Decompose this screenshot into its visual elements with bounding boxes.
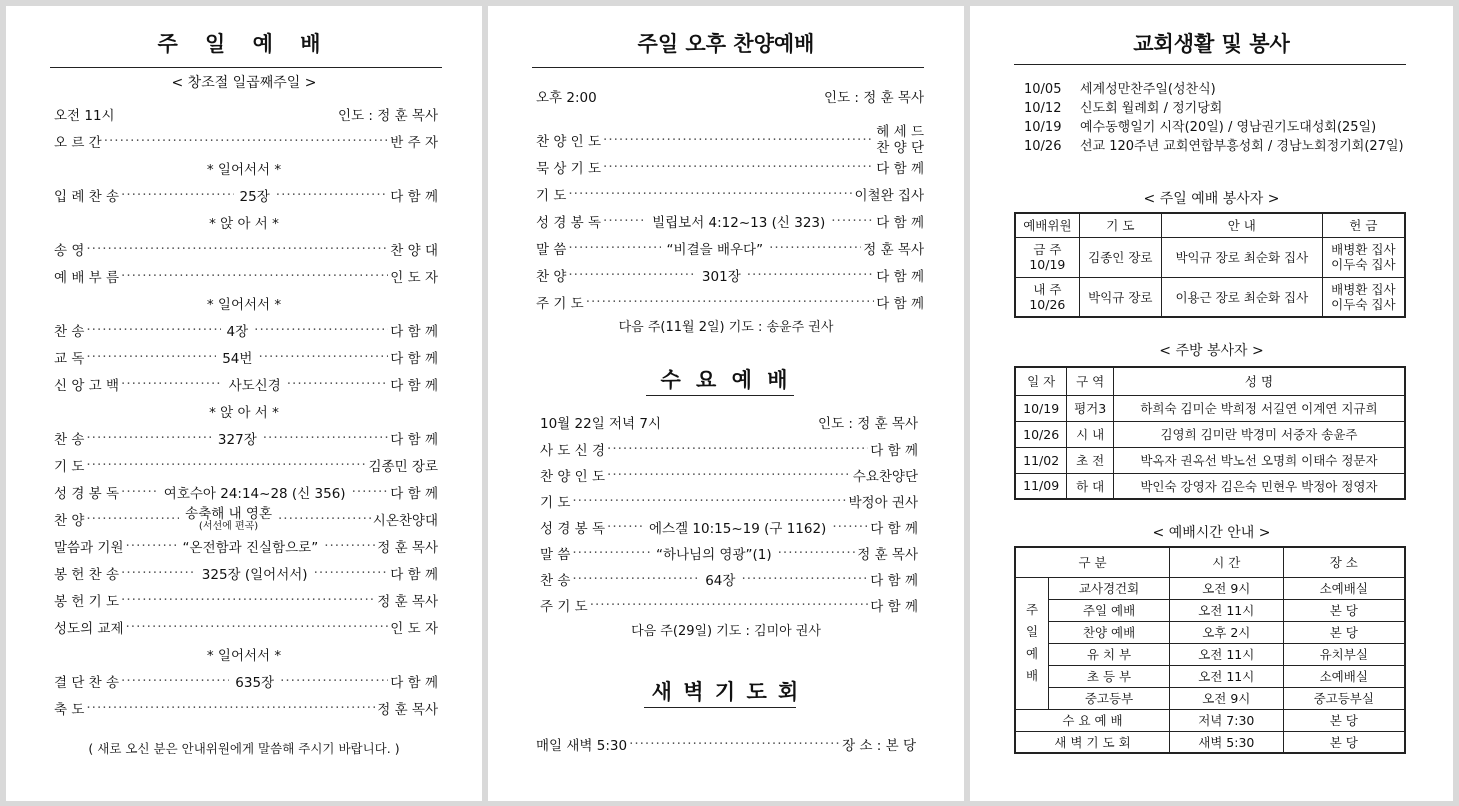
order-item-label: 성도의 교제 — [54, 621, 124, 637]
leader-dots — [86, 322, 220, 338]
order-item — [54, 563, 438, 583]
order-item — [54, 617, 438, 637]
kitchen-header-cell: 일 자 — [1015, 367, 1067, 395]
order-item-detail — [181, 507, 276, 532]
order-item-label: 송 영 — [54, 243, 85, 259]
leader-dots — [586, 294, 875, 310]
visitor-notice: ( 새로 오신 분은 안내위원에게 말씀해 주시기 바랍니다. ) — [88, 741, 400, 756]
kitchen-cell: 하희숙 김미순 박희정 서길연 이계연 지규희 — [1113, 395, 1405, 421]
order-item-person: 인 도 자 — [390, 270, 438, 286]
leader-dots — [254, 322, 388, 338]
order-item-label: 말 씀 — [540, 547, 571, 563]
kitchen-row — [1015, 421, 1405, 447]
event-text: 예수동행일기 시작(20일) / 영남권기도대성회(25일) — [1080, 120, 1377, 135]
times-cell: 본 당 — [1283, 621, 1405, 643]
order-item — [536, 238, 924, 258]
times-cell: 새 벽 기 도 회 — [1015, 731, 1170, 753]
order-item-person — [876, 124, 924, 156]
dawn-place: 장 소 : 본 당 — [842, 738, 916, 754]
servers-header-cell: 안 내 — [1161, 213, 1322, 237]
servers-week-date: 10/19 — [1029, 257, 1066, 272]
leader-dots — [104, 133, 389, 149]
order-item-person: 다 함 께 — [390, 189, 438, 205]
servers-prayer: 박익규 장로 — [1079, 277, 1161, 317]
order-item-detail-main: 송축해 내 영혼 — [185, 505, 272, 522]
leader-dots — [572, 545, 650, 561]
order-item — [540, 595, 918, 615]
order-item-label: 찬 양 — [536, 269, 567, 285]
leader-dots — [568, 186, 852, 202]
order-item — [54, 671, 438, 691]
leader-dots — [86, 430, 212, 446]
leader-dots — [276, 187, 389, 203]
order-item-detail: “온전함과 진실함으로” — [182, 540, 319, 556]
sunday-servers-table — [1014, 212, 1406, 318]
order-item-detail-sub: (서선에 편곡) — [198, 520, 259, 532]
leader-dots — [590, 597, 869, 613]
event-list — [1024, 78, 1404, 154]
order-item — [536, 184, 924, 204]
kitchen-cell: 11/09 — [1015, 473, 1067, 499]
order-item-detail: 301장 — [701, 269, 741, 285]
leader-dots — [86, 457, 366, 473]
order-item — [54, 131, 438, 151]
kitchen-cell: 박옥자 권옥선 박노선 오명희 이태수 정문자 — [1113, 447, 1405, 473]
leader-dots — [287, 376, 389, 392]
order-item — [540, 439, 918, 459]
order-item — [536, 211, 924, 231]
kitchen-servers-table — [1014, 366, 1406, 500]
times-cell: 주일 예배 — [1049, 599, 1170, 621]
leader-dots — [278, 511, 371, 527]
kitchen-cell: 김영희 김미란 박경미 서중자 송윤주 — [1113, 421, 1405, 447]
kitchen-cell: 하 대 — [1067, 473, 1114, 499]
leader-dots — [121, 376, 223, 392]
servers-row — [1015, 237, 1405, 277]
order-item-label: 찬 송 — [54, 432, 85, 448]
order-item-label: 찬 송 — [54, 324, 85, 340]
order-item — [54, 428, 438, 448]
order-item — [536, 292, 924, 312]
leader-dots — [603, 132, 874, 148]
order-item — [540, 491, 918, 511]
order-item-person: 정 훈 목사 — [863, 242, 924, 258]
kitchen-cell: 10/19 — [1015, 395, 1067, 421]
title-divider — [50, 67, 442, 68]
leader-dots — [832, 519, 868, 535]
order-item-person: 찬 양 대 — [390, 243, 438, 259]
order-item — [54, 266, 438, 286]
order-item-label: 묵 상 기 도 — [536, 161, 602, 177]
order-item-label: 기 도 — [536, 188, 567, 204]
wednesday-worship-title: 수 요 예 배 — [660, 368, 792, 392]
kitchen-cell: 10/26 — [1015, 421, 1067, 447]
servers-row — [1015, 277, 1405, 317]
afternoon-time-leader — [536, 86, 924, 106]
times-extra-row — [1015, 709, 1405, 731]
order-item-person: 정 훈 목사 — [857, 547, 918, 563]
kitchen-title: < 주방 봉사자 > — [1159, 343, 1264, 359]
order-item-person: 인 도 자 — [390, 621, 438, 637]
order-item — [540, 465, 918, 485]
kitchen-row — [1015, 395, 1405, 421]
left-page — [6, 6, 482, 801]
servers-offering-1: 배병환 집사 — [1331, 242, 1396, 257]
order-item-label: 오 르 간 — [54, 135, 102, 151]
kitchen-row — [1015, 447, 1405, 473]
times-row — [1015, 599, 1405, 621]
order-item-person: 이철완 집사 — [854, 188, 924, 204]
order-item-label: 찬 양 인 도 — [540, 469, 606, 485]
leader-dots — [86, 241, 388, 257]
afternoon-leader: 인도 : 정 훈 목사 — [824, 90, 924, 106]
middle-page — [488, 6, 964, 801]
order-item — [540, 517, 918, 537]
order-item-detail: 54번 — [222, 351, 253, 367]
order-item — [54, 374, 438, 394]
order-item-detail: 325장 (일어서서) — [201, 567, 308, 583]
order-item-person-line1: 헤 세 드 — [876, 124, 924, 140]
event-item — [1024, 78, 1404, 97]
times-cell: 오전 9시 — [1170, 577, 1284, 599]
servers-offering-1: 배병환 집사 — [1331, 281, 1396, 297]
times-row — [1015, 687, 1405, 709]
servers-title: < 주일 예배 봉사자 > — [1143, 191, 1280, 207]
order-item-label: 성 경 봉 독 — [54, 486, 120, 502]
time-leader-line — [54, 104, 438, 124]
afternoon-next-prayer: 다음 주(11월 2일) 기도 : 송윤주 권사 — [618, 320, 834, 335]
times-cell: 오후 2시 — [1170, 621, 1284, 643]
worship-leader: 인도 : 정 훈 목사 — [338, 108, 438, 124]
times-cell: 유 치 부 — [1049, 643, 1170, 665]
afternoon-worship-title: 주일 오후 찬양예배 — [637, 32, 815, 56]
order-item-detail: 327장 — [217, 432, 257, 448]
leader-dots — [603, 213, 646, 229]
kitchen-header-cell: 구 역 — [1067, 367, 1114, 395]
dawn-time: 매일 새벽 5:30 — [536, 738, 628, 754]
servers-offering-2: 이두숙 집사 — [1331, 257, 1396, 272]
leader-dots — [121, 268, 388, 284]
order-item — [536, 124, 924, 156]
times-header-row — [1015, 547, 1405, 577]
order-item-detail: 여호수아 24:14~28 (신 356) — [163, 486, 346, 502]
order-item-label: 찬 양 인 도 — [536, 134, 602, 150]
order-item — [54, 185, 438, 205]
times-cell: 유치부실 — [1283, 643, 1405, 665]
order-item — [536, 265, 924, 285]
season-subtitle: < 창조절 일곱째주일 > — [171, 75, 317, 91]
order-item-person: 다 함 께 — [390, 324, 439, 340]
kitchen-cell: 평거3 — [1067, 395, 1114, 421]
order-item-person: 다 함 께 — [870, 573, 919, 589]
leader-dots — [121, 592, 375, 608]
event-date: 10/05 — [1024, 82, 1062, 97]
order-item-label: 기 도 — [54, 459, 85, 475]
order-item-label: 말 씀 — [536, 242, 567, 258]
order-item — [54, 320, 438, 340]
order-item-label: 찬 송 — [540, 573, 571, 589]
order-item-detail: 635장 — [235, 675, 275, 691]
kitchen-cell: 초 전 — [1067, 447, 1114, 473]
times-extra-row — [1015, 731, 1405, 753]
order-item-detail: 에스겔 10:15~19 (구 1162) — [649, 521, 827, 537]
event-text: 선교 120주년 교회연합부흥성회 / 경남노회정기회(27일) — [1080, 139, 1404, 154]
servers-header-cell: 기 도 — [1079, 213, 1161, 237]
order-item-label: 찬 양 — [54, 513, 85, 529]
order-item-person: 다 함 께 — [876, 215, 925, 231]
leader-dots — [86, 511, 179, 527]
dawn-divider — [644, 707, 796, 708]
times-cell: 저녁 7:30 — [1170, 709, 1284, 731]
order-item-person: 수요찬양단 — [852, 469, 918, 485]
leader-dots — [607, 467, 851, 483]
event-item — [1024, 135, 1404, 154]
order-item-detail: 사도신경 — [228, 378, 281, 394]
church-life-divider — [1014, 64, 1406, 65]
times-row — [1015, 577, 1405, 599]
order-item-person: 정 훈 목사 — [377, 702, 438, 718]
order-item-person: 반 주 자 — [390, 135, 438, 151]
order-item-label: 신 앙 고 백 — [54, 378, 120, 394]
leader-dots — [314, 565, 389, 581]
order-item-person: 다 함 께 — [870, 521, 918, 537]
times-cell: 중고등부실 — [1283, 687, 1405, 709]
order-item-detail: “비결을 배우다” — [666, 242, 764, 258]
order-item-label: 교 독 — [54, 351, 85, 367]
leader-dots — [572, 571, 699, 587]
times-cell: 본 당 — [1283, 709, 1405, 731]
leader-dots — [324, 538, 375, 554]
leader-dots — [263, 430, 389, 446]
leader-dots — [121, 484, 158, 500]
posture-note: * 일어서서 * — [206, 297, 282, 313]
times-cell: 오전 9시 — [1170, 687, 1284, 709]
leader-dots — [572, 493, 846, 509]
servers-offering-2: 이두숙 집사 — [1331, 296, 1396, 312]
leader-dots — [778, 545, 856, 561]
order-item-person: 다 함 께 — [876, 161, 924, 177]
order-item-label: 성 경 봉 독 — [536, 215, 602, 231]
wednesday-divider — [646, 395, 794, 396]
order-item — [54, 482, 438, 502]
order-item-detail: 64장 — [705, 573, 736, 589]
order-item-person: 정 훈 목사 — [377, 594, 438, 610]
order-item-person: 정 훈 목사 — [377, 540, 438, 556]
servers-guide: 박익규 장로 최순화 집사 — [1161, 237, 1322, 277]
leader-dots — [121, 673, 229, 689]
posture-note: * 앉 아 서 * — [209, 405, 279, 421]
times-group-label — [1015, 577, 1049, 709]
leader-dots — [747, 267, 875, 283]
sunday-worship-title: 주 일 예 배 — [157, 32, 331, 56]
servers-guide: 이용근 장로 최순화 집사 — [1161, 277, 1322, 317]
leader-dots — [607, 519, 643, 535]
servers-week-date: 10/26 — [1029, 296, 1066, 312]
times-header-cell: 시 간 — [1170, 547, 1284, 577]
times-header-cell: 구 분 — [1015, 547, 1170, 577]
leader-dots — [352, 484, 389, 500]
times-row — [1015, 643, 1405, 665]
kitchen-header-cell: 성 명 — [1113, 367, 1405, 395]
servers-week — [1015, 237, 1079, 277]
order-item-detail: 4장 — [226, 324, 249, 340]
order-item-person: 다 함 께 — [876, 269, 924, 285]
servers-week-label: 내 주 — [1033, 281, 1062, 297]
event-item — [1024, 116, 1404, 135]
wednesday-next-prayer: 다음 주(29일) 기도 : 김미아 권사 — [631, 624, 821, 639]
order-item-detail: 빌립보서 4:12~13 (신 323) — [652, 215, 826, 231]
leader-dots — [568, 267, 696, 283]
times-cell: 본 당 — [1283, 731, 1405, 753]
times-cell: 본 당 — [1283, 599, 1405, 621]
order-item-person: 다 함 께 — [870, 599, 918, 615]
times-cell: 새벽 5:30 — [1170, 731, 1284, 753]
posture-note: * 일어서서 * — [206, 162, 282, 178]
leader-dots — [568, 240, 660, 256]
posture-note: * 앉 아 서 * — [209, 216, 279, 232]
servers-week — [1015, 277, 1079, 317]
wednesday-time-leader — [540, 412, 918, 432]
order-item-label: 주 기 도 — [540, 599, 588, 615]
kitchen-cell: 박인숙 강영자 김은숙 민현우 박정아 정영자 — [1113, 473, 1405, 499]
leader-dots — [280, 673, 388, 689]
leader-dots — [121, 565, 196, 581]
order-item-person: 다 함 께 — [390, 351, 439, 367]
times-row — [1015, 665, 1405, 687]
times-cell: 찬양 예배 — [1049, 621, 1170, 643]
service-times-table — [1014, 546, 1406, 754]
afternoon-divider — [532, 67, 924, 68]
order-item-person: 다 함 께 — [390, 675, 439, 691]
times-cell: 초 등 부 — [1049, 665, 1170, 687]
order-item-person: 다 함 께 — [876, 296, 924, 312]
order-item-label: 봉 헌 기 도 — [54, 594, 120, 610]
dawn-prayer-row — [536, 734, 916, 754]
right-page — [970, 6, 1453, 801]
order-item-label: 예 배 부 름 — [54, 270, 120, 286]
times-cell: 오전 11시 — [1170, 599, 1284, 621]
event-text: 신도회 월례회 / 정기당회 — [1080, 101, 1223, 116]
afternoon-time: 오후 2:00 — [536, 90, 597, 106]
order-item-label: 결 단 찬 송 — [54, 675, 120, 691]
order-item-person: 김종민 장로 — [368, 459, 438, 475]
kitchen-cell: 11/02 — [1015, 447, 1067, 473]
event-date: 10/26 — [1024, 139, 1062, 154]
order-item-person: 박정아 권사 — [848, 495, 918, 511]
order-item — [54, 590, 438, 610]
order-item-label: 입 례 찬 송 — [54, 189, 120, 205]
times-header-cell: 장 소 — [1283, 547, 1405, 577]
leader-dots — [86, 700, 375, 716]
leader-dots — [126, 619, 389, 635]
event-date: 10/12 — [1024, 101, 1062, 116]
times-cell: 소예배실 — [1283, 577, 1405, 599]
order-item — [54, 239, 438, 259]
times-cell: 수 요 예 배 — [1015, 709, 1170, 731]
servers-week-label: 금 주 — [1033, 242, 1062, 257]
order-item-person: 시온찬양대 — [372, 513, 438, 529]
worship-time: 오전 11시 — [54, 108, 115, 124]
servers-offering — [1322, 237, 1405, 277]
leader-dots — [607, 441, 868, 457]
order-item — [54, 455, 438, 475]
order-item-person: 다 함 께 — [390, 486, 439, 502]
church-life-title: 교회생활 및 봉사 — [1133, 32, 1290, 56]
order-item-label: 주 기 도 — [536, 296, 584, 312]
leader-dots — [121, 187, 234, 203]
order-item-label: 성 경 봉 독 — [540, 521, 606, 537]
leader-dots — [741, 571, 868, 587]
order-item — [54, 698, 438, 718]
leader-dots — [86, 349, 216, 365]
leader-dots — [629, 736, 840, 752]
event-text: 세계성만찬주일(성찬식) — [1080, 82, 1216, 97]
wednesday-time: 10월 22일 저녁 7시 — [540, 416, 662, 432]
leader-dots — [603, 159, 874, 175]
order-item-person: 다 함 께 — [390, 567, 439, 583]
order-item — [54, 347, 438, 367]
order-item-label: 기 도 — [540, 495, 571, 511]
leader-dots — [258, 349, 388, 365]
times-cell: 교사경건회 — [1049, 577, 1170, 599]
kitchen-cell: 시 내 — [1067, 421, 1114, 447]
order-item-detail: “하나님의 영광”(1) — [655, 547, 772, 563]
order-item-detail: 25장 — [239, 189, 270, 205]
servers-header-cell: 예배위원 — [1015, 213, 1079, 237]
order-item-person: 다 함 께 — [390, 378, 438, 394]
servers-header-cell: 헌 금 — [1322, 213, 1405, 237]
order-item-label: 말씀과 기원 — [54, 540, 124, 556]
order-item-label: 사 도 신 경 — [540, 443, 606, 459]
order-item-label: 축 도 — [54, 702, 85, 718]
times-cell: 소예배실 — [1283, 665, 1405, 687]
servers-prayer: 김종인 장로 — [1079, 237, 1161, 277]
times-group-text: 주 일 예 배 — [1025, 602, 1039, 683]
times-cell: 중고등부 — [1049, 687, 1170, 709]
dawn-prayer-title: 새 벽 기 도 회 — [651, 680, 801, 704]
posture-note: * 일어서서 * — [206, 648, 282, 664]
leader-dots — [831, 213, 874, 229]
order-item-person-line2: 찬 양 단 — [876, 140, 924, 156]
event-item — [1024, 97, 1404, 116]
kitchen-row — [1015, 473, 1405, 499]
order-item-person: 다 함 께 — [390, 432, 438, 448]
event-date: 10/19 — [1024, 120, 1062, 135]
order-item-label: 봉 헌 찬 송 — [54, 567, 120, 583]
times-cell: 오전 11시 — [1170, 643, 1284, 665]
order-item — [536, 157, 924, 177]
leader-dots — [126, 538, 177, 554]
leader-dots — [769, 240, 861, 256]
times-row — [1015, 621, 1405, 643]
times-title: < 예배시간 안내 > — [1152, 525, 1271, 541]
servers-offering — [1322, 277, 1405, 317]
times-cell: 오전 11시 — [1170, 665, 1284, 687]
order-item — [54, 536, 438, 556]
order-item — [54, 503, 438, 535]
order-item-person: 다 함 께 — [870, 443, 918, 459]
order-item — [540, 569, 918, 589]
wednesday-leader: 인도 : 정 훈 목사 — [818, 416, 918, 432]
order-item — [540, 543, 918, 563]
